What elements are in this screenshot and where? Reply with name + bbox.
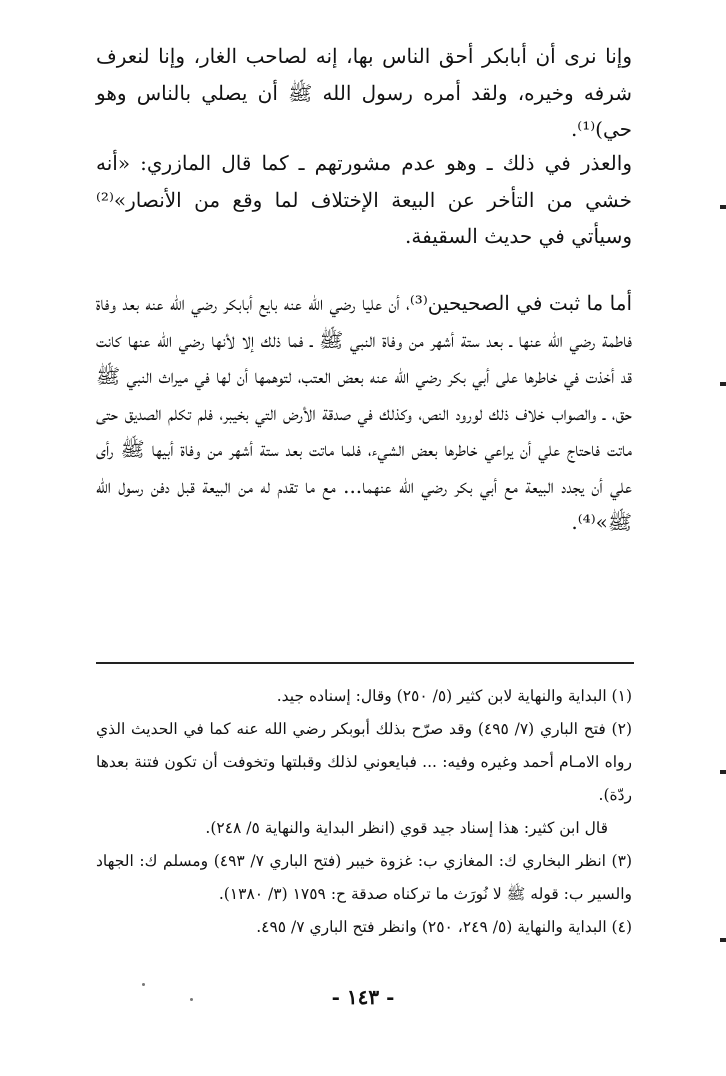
footnote-divider bbox=[96, 662, 634, 664]
footnote-3: (٣) انظر البخاري ك: المغازي ب: غزوة خيبر (فتح الباري ٧/ ٤٩٣) ومسلم ك: الجهاد والسير ب: قوله ﷺ لا نُورَث ما تركناه صدقة ح: ١٧٥٩ (٣/ ١٣٨٠). bbox=[96, 852, 632, 903]
main-paragraph-1 bbox=[96, 38, 632, 148]
scan-edge-mark bbox=[720, 770, 726, 774]
footnote-4: (٤) البداية والنهاية (٥/ ٢٤٩، ٢٥٠) وانظر فتح الباري ٧/ ٤٩٥. bbox=[256, 918, 632, 936]
footnote-2: (٢) فتح الباري (٧/ ٤٩٥) وقد صرّح بذلك أبوبكر رضي الله عنه كما في الحديث الذي رواه الامـام أحمد وغيره وفيه: ... فبايعوني لذلك وقبلتها وتخوفت أن تكون فتنة بعدها ردّة). bbox=[96, 720, 632, 804]
paragraph-text: والعذر في ذلك ـ وهو عدم مشورتهم ـ كما قال المازري: «أنه خشي من التأخر عن البيعة الإختلاف لما وقع من الأنصار»⁽²⁾ وسيأتي في حديث السقيفة. bbox=[96, 151, 632, 248]
main-paragraph-3 bbox=[96, 285, 632, 541]
scan-speck bbox=[142, 983, 145, 986]
scan-edge-mark bbox=[720, 205, 726, 209]
scan-edge-mark bbox=[720, 382, 726, 386]
main-paragraph-2 bbox=[96, 145, 632, 255]
page-number: - ١٤٣ - bbox=[331, 985, 395, 1009]
footnotes-section bbox=[96, 680, 632, 944]
scan-speck bbox=[190, 998, 193, 1001]
paragraph-text: أما ما ثبت في الصحيحين⁽³⁾، أن عليا رضي الله عنه بايع أبابكر رضي الله عنه بعد وفاة فاطمة رضي الله عنها ـ بعد ستة أشهر من وفاة النبي ﷺ ـ فما ذلك إلا لأنها رضي الله عنها كانت قد أخذت في خاطرها على أبي بكر رضي الله عنه بعض العتب، لتوهمها أن لها في ميراث النبي ﷺ حق، ـ والصواب خلاف ذلك لورود النص، وكذلك في صدقة الأرض التي بخيبر، فلم تكلم الصديق حتى ماتت فاحتاج علي أن يراعي خاطرها بعض الشيء، فلما ماتت بعد ستة أشهر من وفاة أبيها ﷺ رأى علي أن يجدد البيعة مع أبي بكر رضي الله عنهما... مع ما تقدم له من البيعة قبل دفن رسول الله ﷺ»⁽⁴⁾. bbox=[96, 291, 633, 534]
paragraph-text: وإنا نرى أن أبابكر أحق الناس بها، إنه لصاحب الغار، وإنا لنعرف شرفه وخيره، ولقد أمره رسول الله ﷺ أن يصلي بالناس وهو حي)⁽¹⁾. bbox=[96, 44, 632, 141]
footnote-1: (١) البداية والنهاية لابن كثير (٥/ ٢٥٠) وقال: إسناده جيد. bbox=[276, 687, 632, 705]
footnote-2-continuation: قال ابن كثير: هذا إسناد جيد قوي (انظر البداية والنهاية ٥/ ٢٤٨). bbox=[205, 819, 608, 837]
scan-edge-mark bbox=[720, 938, 726, 942]
